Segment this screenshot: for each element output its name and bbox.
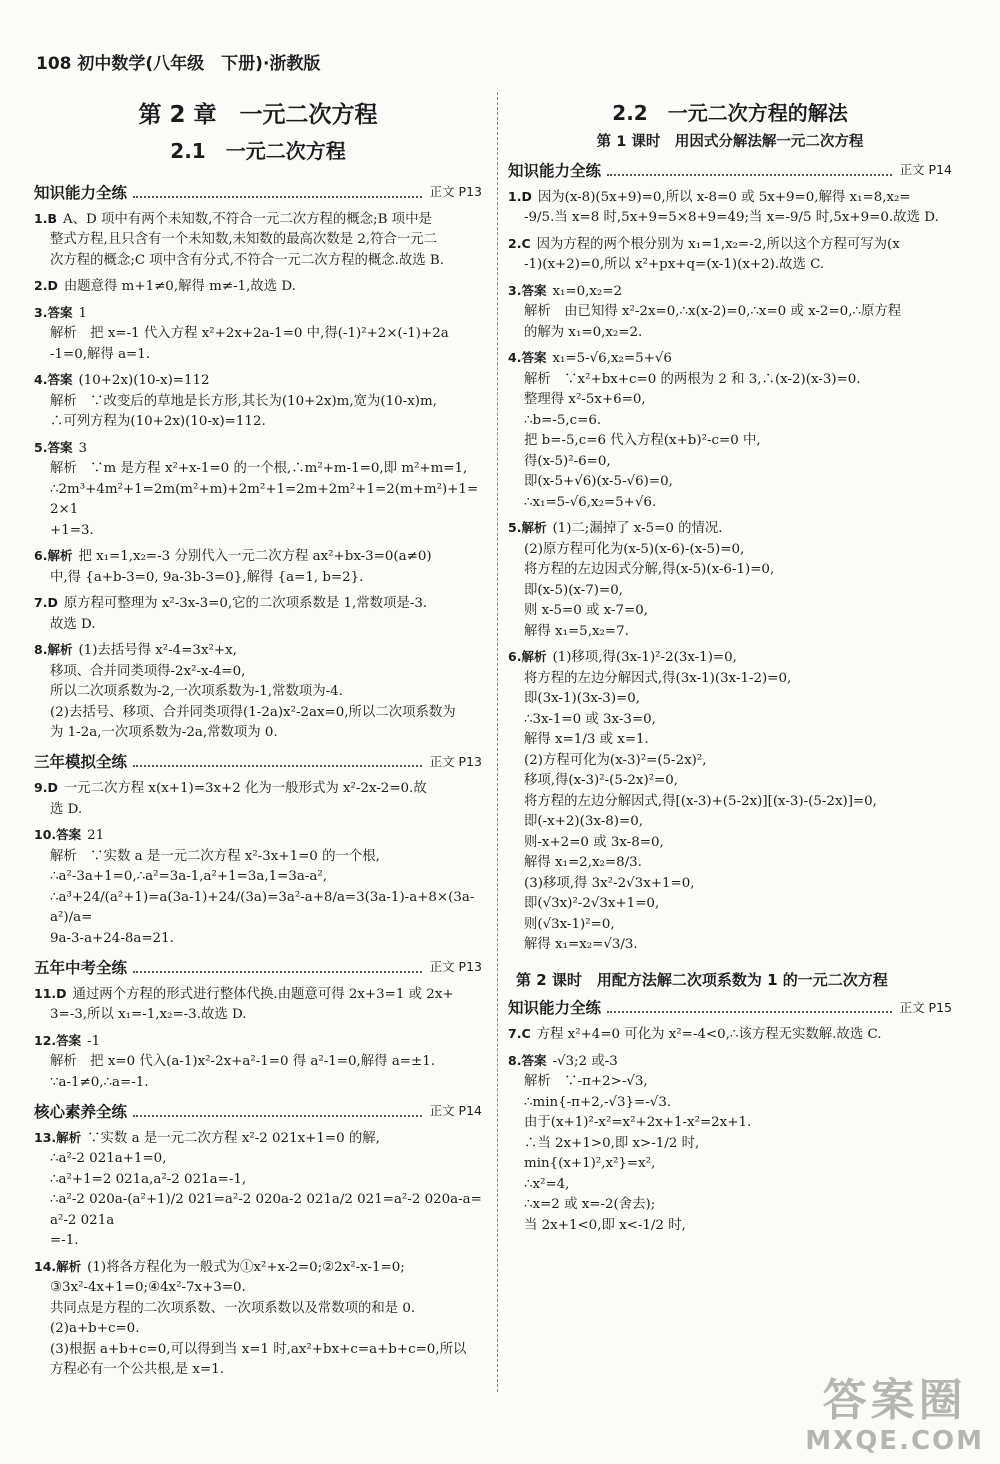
answer-line: 6.解析 (1)移项,得(3x-1)²-2(3x-1)=0, (508, 649, 737, 665)
answer-line: 9a-3-a+24-8a=21. (50, 930, 174, 946)
answer-line: 解析 把 x=0 代入(a-1)x²-2x+a²-1=0 得 a²-1=0,解得 a=±1. (50, 1054, 436, 1069)
answer-tag: 5.答案 (34, 439, 73, 455)
answer-item (34, 778, 482, 820)
band-dots (133, 765, 422, 767)
band-dots (607, 174, 892, 176)
section-band (34, 752, 482, 773)
answer-line: ∴a²-2 021a+1=0, (50, 1151, 167, 1166)
answer-line: ∴x²=4, (524, 1176, 570, 1192)
answer-item (34, 1257, 482, 1381)
answer-item (508, 518, 952, 642)
answer-line: =-1. (50, 1233, 79, 1248)
answer-line: 4.答案 (10+2x)(10-x)=112 (34, 372, 210, 388)
answer-line: 10.答案 21 (34, 827, 105, 843)
answer-line: ∴a³+24/(a²+1)=a(3a-1)+24/(3a)=3a²-a+8/a=3(3a-1)-a+8×(3a-a²)/a= (50, 889, 475, 925)
answer-line: 8.答案 -√3;2 或-3 (508, 1052, 618, 1069)
answer-line: 所以二次项系数为-2,一次项系数为-1,常数项为-4. (50, 684, 343, 699)
answer-tag: 6.解析 (508, 649, 547, 664)
answer-tag: 2.D (34, 278, 58, 293)
answer-line: 则 x-5=0 或 x-7=0, (524, 603, 649, 618)
answer-line: -9/5.当 x=8 时,5x+9=5×8+9=49;当 x=-9/5 时,5x+9=0.故选 D. (524, 210, 939, 225)
answer-item (34, 593, 482, 635)
answer-tag: 8.解析 (34, 642, 73, 657)
answer-item (34, 438, 482, 542)
chapter-title: 第 2 章 一元二次方程 (138, 102, 378, 128)
answer-line: 则(√3x-1)²=0, (524, 916, 615, 932)
answer-line: ∵a-1≠0,∴a=-1. (50, 1074, 149, 1090)
lesson-1-title: 第 1 课时 用因式分解法解一元二次方程 (596, 134, 864, 150)
band-items (34, 984, 482, 1094)
answer-line: 解得 x₁=2,x₂=8/3. (524, 855, 642, 870)
answer-line: 解得 x₁=x₂=√3/3. (524, 937, 638, 952)
answer-line: 1.D 因为(x-8)(5x+9)=0,所以 x-8=0 或 5x+9=0,解得 x₁=8,x₂= (508, 188, 911, 205)
answer-line: (2)方程可化为(x-3)²=(5-2x)², (524, 752, 707, 768)
answer-tag: 12.答案 (34, 1032, 82, 1048)
watermark-logo (805, 1376, 984, 1456)
answer-line: (3)移项,得 3x²-2√3x+1=0, (524, 875, 695, 891)
answer-line: ∴x₁=5-√6,x₂=5+√6. (524, 494, 657, 510)
answer-line: ∴3x-1=0 或 3x-3=0, (524, 711, 656, 727)
lesson-1-items (508, 187, 952, 956)
band-title: 知识能力全练 (508, 999, 602, 1017)
answer-line: 13.解析 ∵实数 a 是一元二次方程 x²-2 021x+1=0 的解, (34, 1129, 380, 1146)
band-ref: 正文 P13 (429, 753, 482, 769)
answer-line: 7.C 方程 x²+4=0 可化为 x²=-4<0,∴该方程无实数解.故选 C. (508, 1026, 882, 1042)
answer-line: 5.解析 (1)二;漏掉了 x-5=0 的情况. (508, 520, 723, 536)
answer-item (508, 348, 952, 513)
answer-line: 解析 ∵改变后的草地是长方形,其长为(10+2x)m,宽为(10-x)m, (50, 393, 437, 409)
answer-item (34, 640, 482, 744)
answer-line: ∴可列方程为(10+2x)(10-x)=112. (50, 414, 266, 429)
answer-line: 7.D 原方程可整理为 x²-3x-3=0,它的二次项系数是 1,常数项是-3. (34, 595, 428, 611)
answer-line: (2)a+b+c=0. (50, 1321, 140, 1336)
answer-tag: 1.D (508, 188, 532, 204)
band-title: 知识能力全练 (34, 183, 128, 202)
band-items (34, 209, 482, 744)
answer-line: 将方程的左边因式分解,得(x-5)(x-6-1)=0, (524, 562, 775, 577)
answer-line: ∴a²+1=2 021a,a²-2 021a=-1, (50, 1171, 247, 1187)
answer-line: 14.解析 (1)将各方程化为一般式为①x²+x-2=0;②2x²-x-1=0; (34, 1258, 405, 1275)
band-ref: 正文 P13 (429, 959, 482, 974)
section-band (34, 182, 482, 203)
answer-line: 2.C 因为方程的两个根分别为 x₁=1,x₂=-2,所以这个方程可写为(x (508, 235, 900, 252)
answer-line: ∴x=2 或 x=-2(舍去); (524, 1197, 656, 1212)
section-band (34, 957, 482, 978)
section-title-2-2: 2.2 一元二次方程的解法 (612, 101, 848, 125)
band-dots (133, 196, 422, 198)
answer-item (34, 209, 482, 272)
answer-line: min{(x+1)²,x²}=x², (524, 1156, 656, 1171)
band-dots (133, 971, 422, 973)
band-title: 三年模拟全练 (34, 753, 128, 771)
answer-item (508, 234, 952, 276)
answer-tag: 14.解析 (34, 1258, 82, 1274)
answer-line: 选 D. (50, 801, 83, 817)
answer-line: 整理得 x²-5x+6=0, (524, 392, 646, 407)
answer-tag: 11.D (34, 985, 67, 1001)
answer-line: 将方程的左边分解因式,得(3x-1)(3x-1-2)=0, (524, 670, 792, 686)
answer-line: 整式方程,且只含有一个未知数,未知数的最高次数是 2,符合一元二 (50, 232, 438, 247)
answer-item (34, 546, 482, 588)
answer-line: 解析 ∵实数 a 是一元二次方程 x²-3x+1=0 的一个根, (50, 848, 380, 864)
answer-tag: 8.答案 (508, 1052, 547, 1068)
answer-line: 由于(x+1)²-x²=x²+2x+1-x²=2x+1. (524, 1115, 752, 1130)
answer-line: 解析 ∵-π+2>-√3, (524, 1074, 648, 1089)
section-title-2-1: 2.1 一元二次方程 (170, 139, 346, 163)
band-ref: 正文 P14 (429, 1103, 482, 1118)
answer-line: 即(x-5+√6)(x-5-√6)=0, (524, 474, 673, 489)
left-column (34, 100, 482, 1386)
band-title: 五年中考全练 (34, 958, 128, 977)
answer-line: ∴a²-3a+1=0,∴a²=3a-1,a²+1=3a,1=3a-a², (50, 869, 327, 884)
band-ref: 正文 P13 (429, 184, 482, 199)
answer-tag: 4.答案 (34, 372, 73, 387)
answer-line: 解析 ∵x²+bx+c=0 的两根为 2 和 3,∴(x-2)(x-3)=0. (524, 371, 861, 387)
answer-line: 2.D 由题意得 m+1≠0,解得 m≠-1,故选 D. (34, 278, 296, 294)
section-band (508, 160, 952, 181)
answer-item (34, 1128, 482, 1252)
answer-line: 解析 由已知得 x²-2x=0,∴x(x-2)=0,∴x=0 或 x-2=0,∴原方程 (524, 304, 902, 319)
answer-line: 1.B A、D 项中有两个未知数,不符合一元二次方程的概念;B 项中是 (34, 210, 432, 227)
answer-line: 5.答案 3 (34, 439, 87, 456)
answer-tag: 13.解析 (34, 1129, 82, 1145)
answer-line: 12.答案 -1 (34, 1032, 101, 1049)
answer-line: 解析 把 x=-1 代入方程 x²+2x+2a-1=0 中,得(-1)²+2×(-1)+2a (50, 326, 449, 341)
answer-line: 解得 x₁=5,x₂=7. (524, 623, 629, 639)
answer-tag: 9.D (34, 780, 58, 795)
answer-line: +1=3. (50, 522, 94, 538)
answer-line: -1)(x+2)=0,所以 x²+px+q=(x-1)(x+2).故选 C. (524, 257, 825, 272)
answer-item (34, 370, 482, 433)
answer-line: 即(√3x)²-2√3x+1=0, (524, 896, 660, 911)
answer-line: 4.答案 x₁=5-√6,x₂=5+√6 (508, 350, 672, 366)
answer-item (34, 303, 482, 366)
lesson-2-items (508, 1024, 952, 1236)
column-divider (497, 92, 498, 1392)
answer-tag: 6.解析 (34, 548, 73, 563)
answer-line: 即(-x+2)(3x-8)=0, (524, 814, 643, 829)
answer-line: 移项、合并同类项得-2x²-x-4=0, (50, 663, 246, 679)
answer-item (34, 984, 482, 1026)
answer-item (34, 1031, 482, 1094)
answer-line: ∴min{-π+2,-√3}=-√3. (524, 1094, 672, 1110)
left-bands (34, 182, 482, 1381)
answer-tag: 5.解析 (508, 520, 547, 535)
answer-line: 9.D 一元二次方程 x(x+1)=3x+2 化为一般形式为 x²-2x-2=0.故 (34, 780, 427, 796)
answer-tag: 10.答案 (34, 827, 82, 842)
answer-line: -1=0,解得 a=1. (50, 346, 151, 362)
answer-tag: 4.答案 (508, 350, 547, 365)
watermark-text: 答案圈 (822, 1375, 967, 1426)
section-band (508, 998, 952, 1019)
answer-tag: 1.B (34, 210, 57, 226)
answer-item (508, 647, 952, 956)
answer-item (508, 281, 952, 344)
answer-item (34, 276, 482, 298)
answer-line: 3.答案 1 (34, 304, 87, 321)
answer-line: 当 2x+1<0,即 x<-1/2 时, (524, 1217, 686, 1233)
answer-line: 11.D 通过两个方程的形式进行整体代换.由题意可得 2x+3=1 或 2x+ (34, 985, 454, 1002)
answer-line: 共同点是方程的二次项系数、一次项系数以及常数项的和是 0. (50, 1300, 416, 1316)
band-ref: 正文 P14 (899, 162, 952, 177)
answer-line: 得(x-5)²-6=0, (524, 453, 611, 469)
answer-line: (2)去括号、移项、合并同类项得(1-2a)x²-2ax=0,所以二次项系数为 (50, 704, 456, 720)
answer-tag: 7.D (34, 595, 58, 610)
answer-line: (2)原方程可化为(x-5)(x-6)-(x-5)=0, (524, 541, 745, 557)
page-header: 108 初中数学(八年级 下册)·浙教版 (36, 54, 321, 74)
band-dots (133, 1115, 422, 1117)
answer-tag: 2.C (508, 235, 531, 251)
answer-line: ∴b=-5,c=6. (524, 412, 602, 428)
answer-line: 3=-3,所以 x₁=-1,x₂=-3.故选 D. (50, 1007, 247, 1022)
answer-line: 3.答案 x₁=0,x₂=2 (508, 282, 623, 299)
watermark-url: MXQE.COM (805, 1426, 984, 1456)
section-band (34, 1101, 482, 1122)
answer-line: 解析 ∵m 是方程 x²+x-1=0 的一个根,∴m²+m-1=0,即 m²+m=1, (50, 461, 468, 476)
answer-line: 6.解析 把 x₁=1,x₂=-3 分别代入一元二次方程 ax²+bx-3=0(a≠0) (34, 548, 432, 564)
answer-line: (3)根据 a+b+c=0,可以得到当 x=1 时,ax²+bx+c=a+b+c=0,所以 (50, 1341, 467, 1357)
answer-line: ③3x²-4x+1=0;④4x²-7x+3=0. (50, 1280, 246, 1295)
answer-line: 故选 D. (50, 616, 96, 632)
band-items (34, 778, 482, 949)
answer-line: 解得 x=1/3 或 x=1. (524, 732, 649, 747)
answer-line: 将方程的左边分解因式,得[(x-3)+(5-2x)][(x-3)-(5-2x)]=0, (524, 793, 877, 809)
answer-item (508, 1024, 952, 1046)
band-title: 知识能力全练 (508, 161, 602, 180)
answer-line: 8.解析 (1)去括号得 x²-4=3x²+x, (34, 642, 237, 658)
answer-line: ∴2m³+4m²+1=2m(m²+m)+2m²+1=2m+2m²+1=2(m+m²)+1=2×1 (50, 481, 479, 517)
answer-line: 方程必有一个公共根,是 x=1. (50, 1362, 224, 1377)
answer-item (34, 825, 482, 949)
answer-line: ∴当 2x+1>0,即 x>-1/2 时, (524, 1135, 700, 1151)
answer-line: 为 1-2a,一次项系数为-2a,常数项为 0. (50, 725, 278, 740)
answer-line: 移项,得(x-3)²-(5-2x)²=0, (524, 773, 679, 788)
band-items (34, 1128, 482, 1381)
answer-tag: 3.答案 (508, 282, 547, 298)
answer-tag: 3.答案 (34, 304, 73, 320)
answer-item (508, 1051, 952, 1237)
answer-line: 即(x-5)(x-7)=0, (524, 582, 624, 598)
answer-item (508, 187, 952, 229)
answer-line: 中,得 {a+b-3=0, 9a-3b-3=0},解得 {a=1, b=2}. (50, 569, 364, 585)
answer-line: ∴a²-2 020a-(a²+1)/2 021=a²-2 020a-2 021a/2 021=a²-2 020a-a=a²-2 021a (50, 1192, 482, 1228)
answer-line: 即(3x-1)(3x-3)=0, (524, 691, 641, 706)
band-dots (607, 1011, 892, 1013)
answer-line: 把 b=-5,c=6 代入方程(x+b)²-c=0 中, (524, 433, 761, 448)
answer-line: 则-x+2=0 或 3x-8=0, (524, 834, 664, 850)
answer-tag: 7.C (508, 1026, 531, 1041)
band-title: 核心素养全练 (34, 1102, 128, 1121)
answer-line: 的解为 x₁=0,x₂=2. (524, 324, 643, 340)
answer-line: 次方程的概念;C 项中含有分式,不符合一元二次方程的概念.故选 B. (50, 252, 445, 268)
band-ref: 正文 P15 (899, 999, 952, 1015)
lesson-2-title: 第 2 课时 用配方法解二次项系数为 1 的一元二次方程 (516, 970, 888, 989)
right-column (508, 100, 952, 1241)
